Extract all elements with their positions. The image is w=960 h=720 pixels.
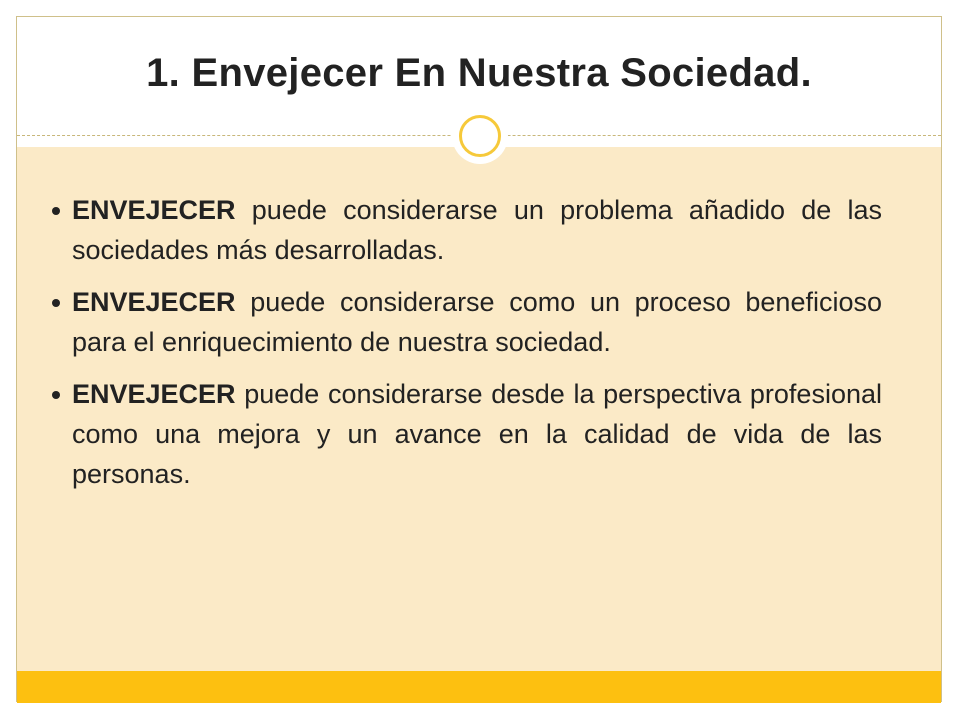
slide-title: 1. Envejecer En Nuestra Sociedad. (146, 51, 812, 95)
bullet-text: puede considerarse como un proceso beneficioso para el enriquecimiento de nuestra sociedad. (72, 287, 882, 357)
bullet-text: puede considerarse un problema añadido de las sociedades más desarrolladas. (72, 195, 882, 265)
bullet-item (52, 190, 882, 270)
footer-bar (17, 671, 941, 703)
bullet-item (52, 374, 882, 494)
bullet-dot-icon (52, 207, 60, 215)
bullet-text: puede considerarse desde la perspectiva profesional como una mejora y un avance en la calidad de vida de las personas. (72, 379, 882, 489)
bullet-item (52, 282, 882, 362)
bullet-keyword: ENVEJECER (72, 287, 236, 317)
bullet-dot-icon (52, 299, 60, 307)
circle-ring (459, 115, 501, 157)
circle-ornament-icon (452, 108, 508, 164)
bullet-dot-icon (52, 391, 60, 399)
bullet-keyword: ENVEJECER (72, 195, 236, 225)
bullet-list (52, 190, 882, 506)
bullet-keyword: ENVEJECER (72, 379, 236, 409)
